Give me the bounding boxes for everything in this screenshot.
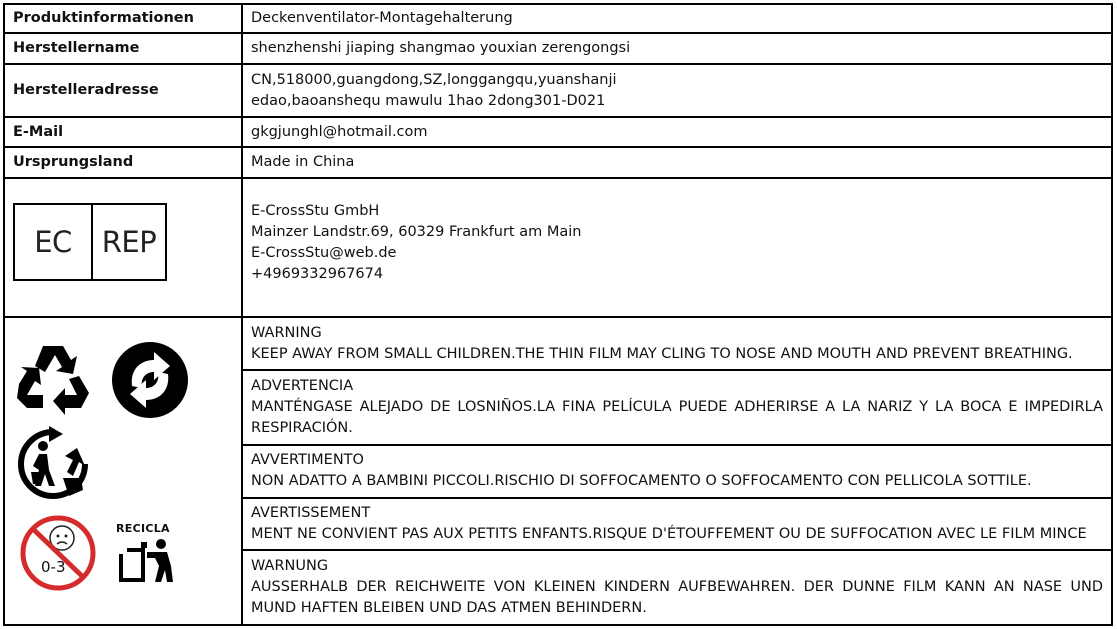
row-address [4, 64, 1112, 117]
warning-de-title: WARNUNG [251, 557, 329, 574]
ec-rep-email: E-CrossStu@web.de [251, 245, 397, 262]
recycling-icons-cell [4, 317, 242, 625]
value-email: gkgjunghl@hotmail.com [242, 117, 1112, 147]
value-product: Deckenventilator-Montagehalterung [242, 4, 1112, 33]
ec-rep-symbol-ec: EC [15, 205, 93, 279]
no-children-0-3-icon [19, 514, 97, 592]
warning-it-text: NON ADATTO A BAMBINI PICCOLI.RISCHIO DI SOFFOCAMENTO O SOFFOCAMENTO CON PELLICOLA SOTTILE. [251, 473, 1032, 490]
warning-fr [242, 498, 1112, 550]
warning-en-title: WARNING [251, 324, 322, 341]
green-dot-icon [110, 340, 190, 420]
ec-rep-cell [4, 178, 242, 317]
warning-en-text: KEEP AWAY FROM SMALL CHILDREN.THE THIN FILM MAY CLING TO NOSE AND MOUTH AND PREVENT BREATHING. [251, 345, 1073, 362]
warning-it [242, 445, 1112, 498]
ec-rep-phone: +4969332967674 [251, 266, 384, 283]
address-line-1: CN,518000,guangdong,SZ,longgangqu,yuanshanji [251, 71, 617, 88]
warning-en [242, 317, 1112, 369]
warning-es [242, 370, 1112, 445]
ec-rep-address: Mainzer Landstr.69, 60329 Frankfurt am Main [251, 224, 582, 241]
recicla-label: RECICLA [116, 522, 170, 536]
recicla-tidyman-icon [115, 536, 189, 586]
address-line-2: edao,baoanshequ mawulu 1hao 2dong301-D021 [251, 92, 606, 109]
ec-rep-details [242, 178, 1112, 317]
ec-rep-symbol-rep: REP [101, 224, 157, 259]
label-address: Herstelleradresse [4, 64, 242, 117]
warning-es-text: MANTÉNGASE ALEJADO DE LOSNIÑOS.LA FINA PELÍCULA PUEDE ADHERIRSE A LA NARIZ Y LA BOCA E IMPEDIRLA RESPIRACIÓN. [251, 398, 1103, 436]
warning-de-text: AUSSERHALB DER REICHWEITE VON KLEINEN KINDERN AUFBEWAHREN. DER DUNNE FILM KANN AN NASE UND MUND HAFTEN BLEIBEN UND DAS ATMEN BEHINDERN. [251, 578, 1103, 616]
warning-fr-title: AVERTISSEMENT [251, 504, 371, 521]
label-manufacturer: Herstellername [4, 33, 242, 64]
age-label: 0-3 [41, 558, 66, 577]
ec-rep-symbol [13, 203, 167, 281]
row-ec-rep [4, 178, 1112, 317]
warning-de [242, 550, 1112, 625]
product-info-table [3, 3, 1113, 626]
ec-rep-company: E-CrossStu GmbH [251, 203, 380, 220]
warning-es-title: ADVERTENCIA [251, 377, 354, 394]
warning-it-title: AVVERTIMENTO [251, 452, 364, 469]
row-warning-en [4, 317, 1112, 369]
row-origin [4, 147, 1112, 178]
row-manufacturer [4, 33, 1112, 64]
row-product [4, 4, 1112, 33]
recycle-icon [13, 342, 93, 418]
row-email [4, 117, 1112, 147]
tidyman-recycle-icon [13, 426, 95, 504]
value-manufacturer: shenzhenshi jiaping shangmao youxian zerengongsi [242, 33, 1112, 64]
value-address [242, 64, 1112, 117]
value-origin: Made in China [242, 147, 1112, 178]
label-origin: Ursprungsland [4, 147, 242, 178]
label-email: E-Mail [4, 117, 242, 147]
label-product: Produktinformationen [4, 4, 242, 33]
warning-fr-text: MENT NE CONVIENT PAS AUX PETITS ENFANTS.RISQUE D'ÉTOUFFEMENT OU DE SUFFOCATION AVEC LE FILM MINCE [251, 525, 1087, 542]
